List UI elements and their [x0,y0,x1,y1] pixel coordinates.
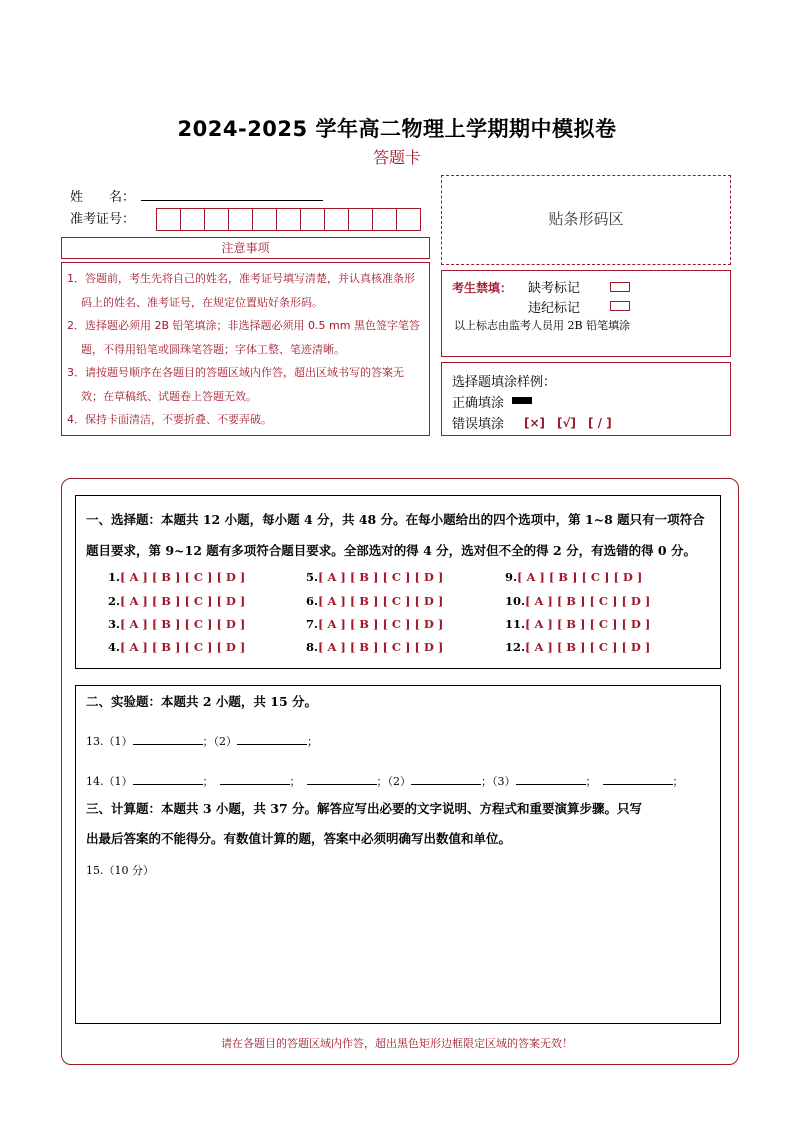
notice-item: 1．答题前，考生先将自己的姓名，准考证号填写清楚，并认真核准条形码上的姓名、准考证号，在规定位置贴好条形码。 [67,272,415,309]
choice-instructions-1: 一、选择题：本题共 12 小题，每小题 4 分，共 48 分。在每小题给出的四个选项中，第 1~8 题只有一项符合 [86,512,705,527]
id-number-boxes[interactable] [156,208,420,231]
question-row[interactable]: 8.[ A ] [ B ] [ C ] [ D ] [306,640,444,654]
absent-label: 缺考标记 [528,281,581,296]
id-digit-box[interactable] [228,208,253,231]
footer-warning: 请在各题目的答题区域内作答，超出黑色矩形边框限定区域的答案无效！ [221,1037,573,1050]
forbid-heading: 考生禁填： [452,281,513,295]
answer-blank[interactable] [307,774,377,785]
written-section [75,685,721,1024]
id-digit-box[interactable] [300,208,325,231]
choice-section [75,495,721,669]
experiment-heading: 二、实验题：本题共 2 小题，共 15 分。 [86,694,318,709]
question-row[interactable]: 11.[ A ] [ B ] [ C ] [ D ] [505,617,651,631]
question-row[interactable]: 7.[ A ] [ B ] [ C ] [ D ] [306,617,444,631]
q14-row: 14.（1） ； ； ；（2） ；（3） ； ； [86,775,684,788]
violation-label: 违纪标记 [528,301,581,316]
id-digit-box[interactable] [372,208,397,231]
id-digit-box[interactable] [348,208,373,231]
sample-heading: 选择题填涂样例： [452,375,557,390]
name-label: 姓 名： [70,190,136,205]
question-row[interactable]: 3.[ A ] [ B ] [ C ] [ D ] [108,617,246,631]
id-digit-box[interactable] [276,208,301,231]
answer-options[interactable]: [ A ] [ B ] [ C ] [ D ] [120,594,246,608]
correct-fill-sample [512,397,532,404]
id-digit-box[interactable] [252,208,277,231]
answer-options[interactable]: [ A ] [ B ] [ C ] [ D ] [318,640,444,654]
answer-options[interactable]: [ A ] [ B ] [ C ] [ D ] [517,570,643,584]
answer-options[interactable]: [ A ] [ B ] [ C ] [ D ] [525,594,651,608]
question-row[interactable]: 2.[ A ] [ B ] [ C ] [ D ] [108,594,246,608]
forbid-box [441,270,731,357]
q15-answer-area[interactable] [86,882,706,1017]
name-field[interactable] [141,199,323,201]
absent-mark-box[interactable] [610,282,630,292]
question-row[interactable]: 6.[ A ] [ B ] [ C ] [ D ] [306,594,444,608]
id-digit-box[interactable] [396,208,421,231]
answer-options[interactable]: [ A ] [ B ] [ C ] [ D ] [525,617,651,631]
id-digit-box[interactable] [204,208,229,231]
q15-label: 15.（10 分） [86,864,154,877]
calc-instructions-2: 出最后答案的不能得分。有数值计算的题，答案中必须明确写出数值和单位。 [86,831,512,846]
choice-instructions-2: 题目要求，第 9~12 题有多项符合题目要求。全部选对的得 4 分，选对但不全的得 2 分，有选错的得 0 分。 [86,543,696,558]
id-digit-box[interactable] [324,208,349,231]
answer-blank[interactable] [133,734,203,745]
answer-blank[interactable] [237,734,307,745]
wrong-fill-samples: [×] [√] [ / ] [524,416,612,430]
question-row[interactable]: 10.[ A ] [ B ] [ C ] [ D ] [505,594,651,608]
notice-item: 2．选择题必须用 2B 铅笔填涂；非选择题必须用 0.5 mm 黑色签字笔答题，不得用铅笔或圆珠笔答题；字体工整、笔迹清晰。 [67,319,420,356]
question-row[interactable]: 4.[ A ] [ B ] [ C ] [ D ] [108,640,246,654]
calc-instructions-1: 三、计算题：本题共 3 小题，共 37 分。解答应写出必要的文字说明、方程式和重要演算步骤。只写 [86,801,643,816]
id-digit-box[interactable] [180,208,205,231]
question-row[interactable]: 1.[ A ] [ B ] [ C ] [ D ] [108,570,246,584]
answer-blank[interactable] [133,774,203,785]
answer-options[interactable]: [ A ] [ B ] [ C ] [ D ] [120,640,246,654]
question-row[interactable]: 5.[ A ] [ B ] [ C ] [ D ] [306,570,444,584]
sample-box [441,362,731,436]
forbid-note: 以上标志由监考人员用 2B 铅笔填涂 [454,319,631,332]
answer-blank[interactable] [516,774,586,785]
correct-label: 正确填涂 [452,396,505,411]
barcode-area [441,175,731,265]
barcode-label: 贴条形码区 [548,210,624,228]
answer-options[interactable]: [ A ] [ B ] [ C ] [ D ] [318,570,444,584]
notice-item: 4．保持卡面清洁，不要折叠、不要弄破。 [67,413,272,426]
notice-heading: 注意事项 [61,237,430,259]
question-row[interactable]: 9.[ A ] [ B ] [ C ] [ D ] [505,570,643,584]
answer-options[interactable]: [ A ] [ B ] [ C ] [ D ] [318,594,444,608]
id-label: 准考证号： [70,212,136,227]
answer-options[interactable]: [ A ] [ B ] [ C ] [ D ] [120,617,246,631]
answer-blank[interactable] [411,774,481,785]
page-subtitle: 答题卡 [372,148,421,167]
q13-row: 13.（1） ；（2） ； [86,735,318,748]
notice-item: 3．请按题号顺序在各题目的答题区域内作答，超出区域书写的答案无效；在草稿纸、试题卷上答题无效。 [67,366,404,403]
answer-blank[interactable] [220,774,290,785]
violation-mark-box[interactable] [610,301,630,311]
question-row[interactable]: 12.[ A ] [ B ] [ C ] [ D ] [505,640,651,654]
answer-options[interactable]: [ A ] [ B ] [ C ] [ D ] [318,617,444,631]
id-digit-box[interactable] [156,208,181,231]
wrong-label: 错误填涂 [452,417,505,432]
answer-options[interactable]: [ A ] [ B ] [ C ] [ D ] [120,570,246,584]
page-title: 2024-2025 学年高二物理上学期期中模拟卷 [177,117,617,141]
notice-box [61,262,430,436]
answer-options[interactable]: [ A ] [ B ] [ C ] [ D ] [525,640,651,654]
answer-blank[interactable] [603,774,673,785]
